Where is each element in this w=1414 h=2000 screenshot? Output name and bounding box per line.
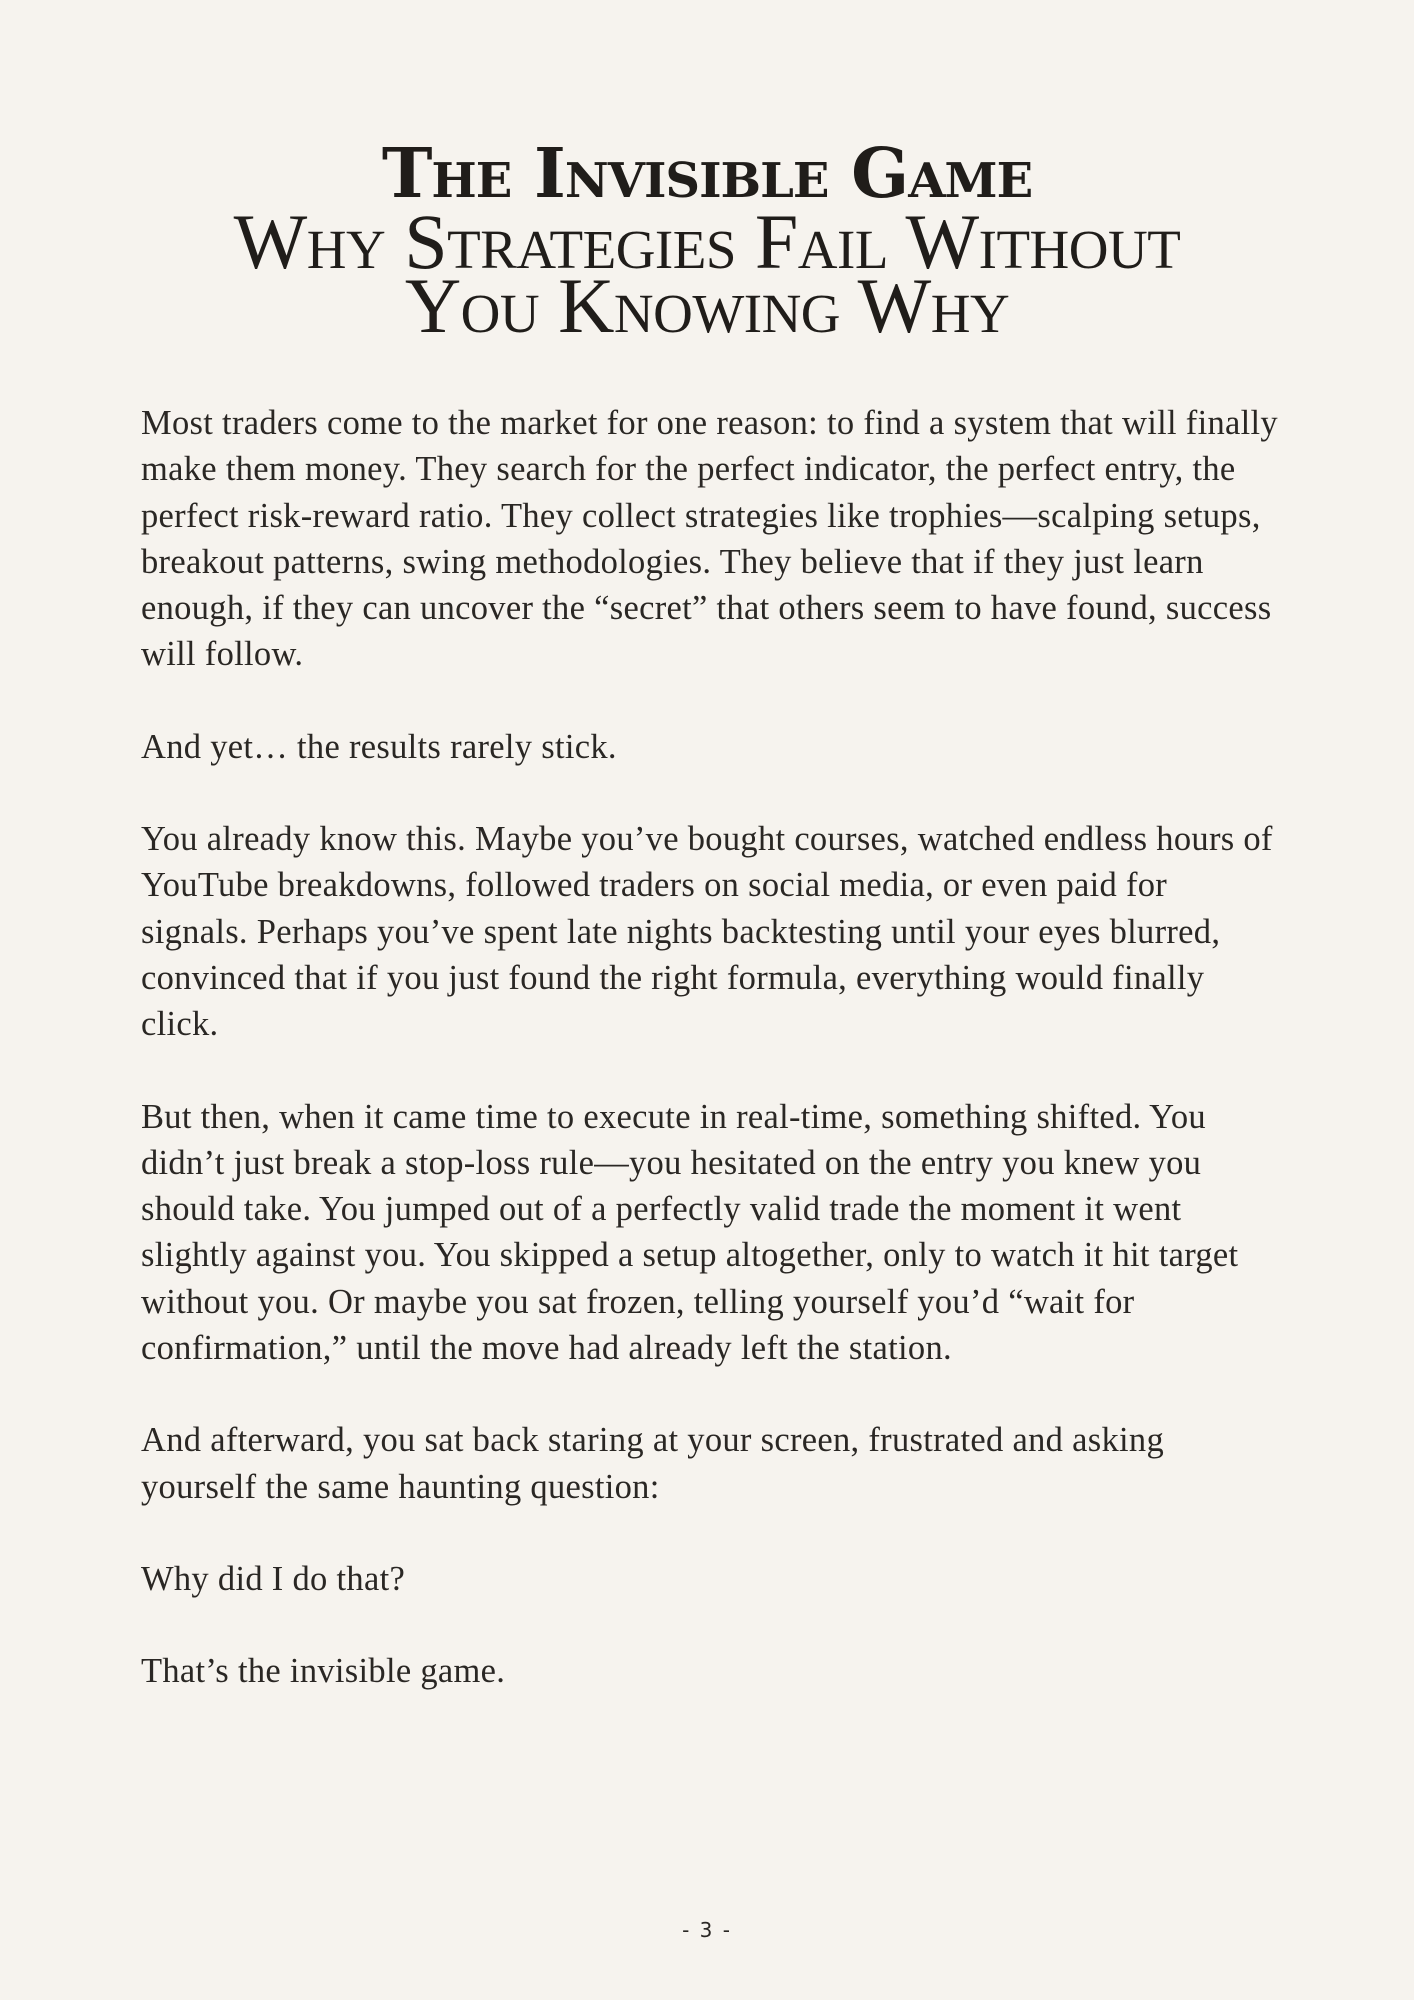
paragraph: Most traders come to the market for one reason: to find a system that will finally make them money. They search for the perfect indicator, the perfect entry, the perfect risk-reward ratio. They collect strategies like trophies—scalping setups, breakout patterns, swing methodologies. They believe that if they just learn enough, if they can uncover the “secret” that others seem to have found, success will follow. — [141, 404, 1278, 674]
chapter-title: The Invisible Game — [381, 134, 1033, 214]
paragraph: Why did I do that? — [141, 1559, 406, 1598]
paragraph: And yet… the results rarely stick. — [141, 727, 617, 766]
paragraph: And afterward, you sat back staring at your screen, frustrated and asking yourself the same haunting question: — [141, 1421, 1165, 1506]
paragraph: You already know this. Maybe you’ve bought courses, watched endless hours of YouTube breakdowns, followed traders on social media, or even paid for signals. Perhaps you’ve spent late nights backtesting until your eyes blurred, convinced that if you just found the right formula, everything would finally click. — [141, 820, 1273, 1044]
page-number: - 3 - — [682, 1918, 732, 1942]
chapter-subtitle-line-1: Why Strategies Fail Without — [233, 198, 1181, 285]
paragraph: That’s the invisible game. — [141, 1652, 506, 1691]
chapter-subtitle-line-2: You Knowing Why — [404, 262, 1010, 349]
paragraph: But then, when it came time to execute in real-time, something shifted. You didn’t just break a stop-loss rule—you hesitated on the entry you knew you should take. You jumped out of a perfectly valid trade the moment it went slightly against you. You skipped a setup altogether, only to watch it hit target without you. Or maybe you sat frozen, telling yourself you’d “wait for confirmation,” until the move had already left the station. — [141, 1097, 1239, 1368]
body-text — [141, 400, 1281, 1741]
chapter-subtitle — [0, 198, 1414, 349]
chapter-header — [0, 134, 1414, 349]
